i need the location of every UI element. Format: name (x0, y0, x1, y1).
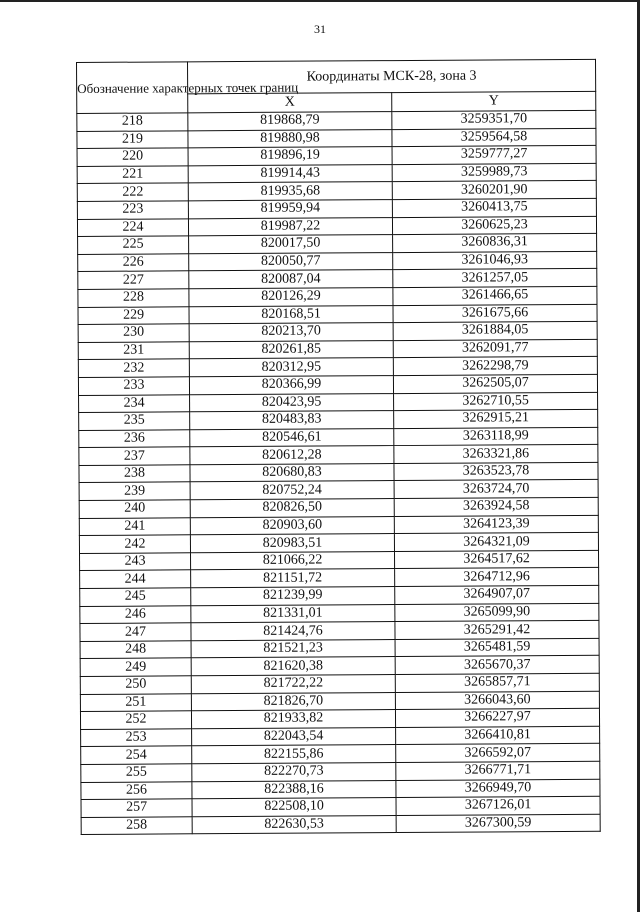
x-coordinate-cell: 819935,68 (188, 182, 392, 201)
header-x: X (188, 93, 392, 113)
y-coordinate-cell: 3264907,07 (395, 585, 599, 604)
y-coordinate-cell: 3266949,70 (396, 779, 600, 798)
point-number-cell: 254 (81, 746, 192, 764)
y-coordinate-cell: 3259989,73 (392, 163, 596, 182)
x-coordinate-cell: 822388,16 (192, 780, 396, 799)
table-header-row (77, 59, 596, 94)
point-number-cell: 253 (81, 729, 192, 747)
point-number-cell: 235 (79, 412, 190, 430)
y-coordinate-cell: 3265099,90 (395, 603, 599, 622)
y-coordinate-cell: 3260836,31 (393, 233, 597, 252)
point-number-cell: 228 (78, 289, 189, 307)
x-coordinate-cell: 821066,22 (190, 551, 394, 570)
y-coordinate-cell: 3259564,58 (392, 128, 596, 147)
point-number-cell: 249 (80, 658, 191, 676)
point-number-cell: 231 (78, 342, 189, 360)
y-coordinate-cell: 3262298,79 (393, 357, 597, 376)
y-coordinate-cell: 3262710,55 (394, 392, 598, 411)
point-number-cell: 227 (78, 271, 189, 289)
table-row (81, 814, 600, 835)
x-coordinate-cell: 819896,19 (188, 147, 392, 166)
point-number-cell: 243 (80, 553, 191, 571)
point-number-cell: 219 (77, 130, 188, 148)
x-coordinate-cell: 821521,23 (191, 639, 395, 658)
y-coordinate-cell: 3261884,05 (393, 321, 597, 340)
x-coordinate-cell: 819987,22 (188, 217, 392, 236)
y-coordinate-cell: 3266227,97 (395, 709, 599, 728)
y-coordinate-cell: 3259351,70 (392, 110, 596, 129)
point-number-cell: 251 (80, 693, 191, 711)
x-coordinate-cell: 820680,83 (190, 463, 394, 482)
y-coordinate-cell: 3264712,96 (395, 568, 599, 587)
point-number-cell: 225 (78, 236, 189, 254)
point-number-cell: 238 (79, 465, 190, 483)
point-number-cell: 234 (79, 394, 190, 412)
x-coordinate-cell: 822508,10 (192, 798, 396, 817)
point-number-cell: 232 (78, 359, 189, 377)
scan-edge-top (0, 0, 640, 2)
x-coordinate-cell: 820017,50 (189, 235, 393, 254)
point-number-cell: 218 (77, 113, 188, 131)
y-coordinate-cell: 3265857,71 (395, 673, 599, 692)
point-number-cell: 246 (80, 605, 191, 623)
x-coordinate-cell: 821151,72 (191, 569, 395, 588)
y-coordinate-cell: 3261257,05 (393, 269, 597, 288)
y-coordinate-cell: 3263724,70 (394, 480, 598, 499)
y-coordinate-cell: 3262505,07 (393, 374, 597, 393)
point-number-cell: 252 (80, 711, 191, 729)
point-number-cell: 229 (78, 306, 189, 324)
y-coordinate-cell: 3266771,71 (396, 761, 600, 780)
point-number-cell: 240 (79, 500, 190, 518)
y-coordinate-cell: 3260413,75 (392, 198, 596, 217)
y-coordinate-cell: 3259777,27 (392, 146, 596, 165)
point-number-cell: 221 (77, 166, 188, 184)
x-coordinate-cell: 820126,29 (189, 288, 393, 307)
x-coordinate-cell: 822630,53 (192, 815, 396, 834)
point-number-cell: 236 (79, 429, 190, 447)
x-coordinate-cell: 819880,98 (188, 129, 392, 148)
y-coordinate-cell: 3266592,07 (396, 744, 600, 763)
point-number-cell: 226 (78, 254, 189, 272)
x-coordinate-cell: 821239,99 (191, 587, 395, 606)
y-coordinate-cell: 3261466,65 (393, 286, 597, 305)
y-coordinate-cell: 3263924,58 (394, 497, 598, 516)
x-coordinate-cell: 821826,70 (191, 692, 395, 711)
y-coordinate-cell: 3264123,39 (394, 515, 598, 534)
y-coordinate-cell: 3263523,78 (394, 462, 598, 481)
x-coordinate-cell: 820168,51 (189, 305, 393, 324)
y-coordinate-cell: 3261675,66 (393, 304, 597, 323)
x-coordinate-cell: 821620,38 (191, 657, 395, 676)
x-coordinate-cell: 822043,54 (192, 727, 396, 746)
x-coordinate-cell: 820423,95 (190, 393, 394, 412)
header-coordinates: Координаты МСК-28, зона 3 (188, 59, 596, 94)
x-coordinate-cell: 820983,51 (190, 534, 394, 553)
header-y: Y (392, 92, 596, 112)
point-number-cell: 223 (77, 201, 188, 219)
y-coordinate-cell: 3261046,93 (393, 251, 597, 270)
y-coordinate-cell: 3264517,62 (394, 550, 598, 569)
x-coordinate-cell: 819959,94 (188, 200, 392, 219)
x-coordinate-cell: 819868,79 (188, 112, 392, 131)
x-coordinate-cell: 821722,22 (191, 675, 395, 694)
x-coordinate-cell: 820612,28 (190, 446, 394, 465)
x-coordinate-cell: 820826,50 (190, 499, 394, 518)
x-coordinate-cell: 820546,61 (190, 428, 394, 447)
x-coordinate-cell: 820050,77 (189, 252, 393, 271)
point-number-cell: 248 (80, 641, 191, 659)
point-number-cell: 245 (80, 588, 191, 606)
coordinates-table (76, 59, 601, 836)
y-coordinate-cell: 3266043,60 (395, 691, 599, 710)
page-number: 31 (314, 22, 326, 36)
point-number-cell: 247 (80, 623, 191, 641)
x-coordinate-cell: 820087,04 (189, 270, 393, 289)
point-number-cell: 256 (81, 781, 192, 799)
point-number-cell: 241 (79, 517, 190, 535)
y-coordinate-cell: 3260201,90 (392, 181, 596, 200)
y-coordinate-cell: 3267126,01 (396, 796, 600, 815)
x-coordinate-cell: 819914,43 (188, 164, 392, 183)
y-coordinate-cell: 3262915,21 (394, 409, 598, 428)
point-number-cell: 224 (77, 218, 188, 236)
point-number-cell: 242 (79, 535, 190, 553)
point-number-cell: 258 (81, 817, 192, 835)
x-coordinate-cell: 820483,83 (190, 411, 394, 430)
point-number-cell: 220 (77, 148, 188, 166)
point-number-cell: 244 (80, 570, 191, 588)
point-number-cell: 237 (79, 447, 190, 465)
y-coordinate-cell: 3265291,42 (395, 621, 599, 640)
y-coordinate-cell: 3263118,99 (394, 427, 598, 446)
x-coordinate-cell: 820261,85 (189, 340, 393, 359)
y-coordinate-cell: 3263321,86 (394, 445, 598, 464)
point-number-cell: 230 (78, 324, 189, 342)
x-coordinate-cell: 822270,73 (192, 763, 396, 782)
point-number-cell: 233 (78, 377, 189, 395)
point-number-cell: 255 (81, 764, 192, 782)
y-coordinate-cell: 3262091,77 (393, 339, 597, 358)
y-coordinate-cell: 3260625,23 (392, 216, 596, 235)
point-number-cell: 239 (79, 482, 190, 500)
point-number-cell: 257 (81, 799, 192, 817)
x-coordinate-cell: 820903,60 (190, 516, 394, 535)
y-coordinate-cell: 3265670,37 (395, 656, 599, 675)
x-coordinate-cell: 820752,24 (190, 481, 394, 500)
point-number-cell: 222 (77, 183, 188, 201)
x-coordinate-cell: 821424,76 (191, 622, 395, 641)
table-body (77, 110, 600, 835)
x-coordinate-cell: 820366,99 (189, 375, 393, 394)
x-coordinate-cell: 822155,86 (192, 745, 396, 764)
y-coordinate-cell: 3265481,59 (395, 638, 599, 657)
x-coordinate-cell: 821331,01 (191, 604, 395, 623)
x-coordinate-cell: 820312,95 (189, 358, 393, 377)
y-coordinate-cell: 3266410,81 (396, 726, 600, 745)
point-number-cell: 250 (80, 676, 191, 694)
y-coordinate-cell: 3264321,09 (394, 533, 598, 552)
y-coordinate-cell: 3267300,59 (396, 814, 600, 833)
header-designation: Обозначение характерных точек границ (77, 62, 188, 114)
x-coordinate-cell: 820213,70 (189, 323, 393, 342)
x-coordinate-cell: 821933,82 (191, 710, 395, 729)
